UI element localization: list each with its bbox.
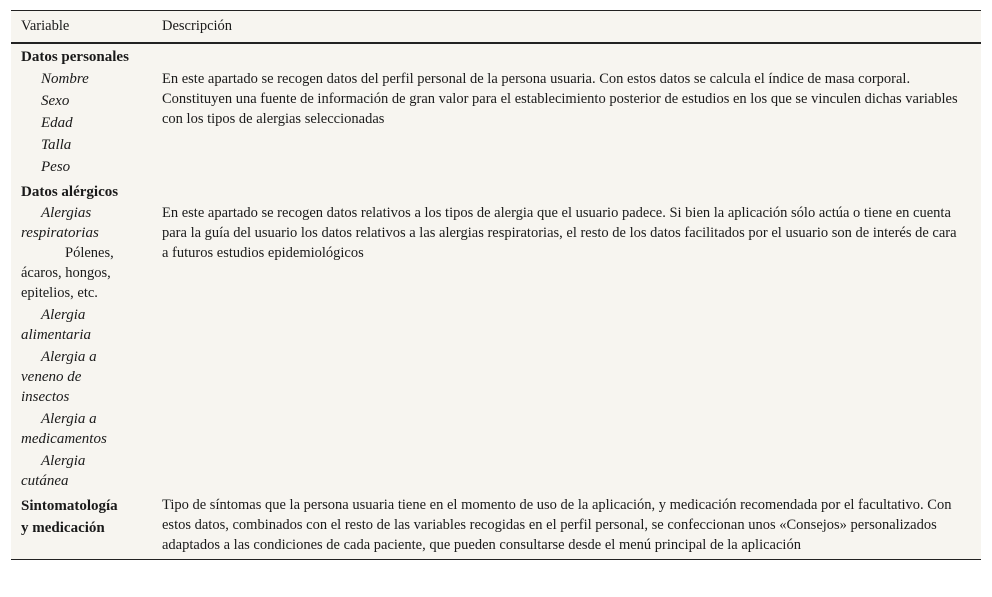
section-sintomatologia: [11, 491, 981, 559]
item-polenes: Pólenes, ácaros, hongos, epitelios, etc.: [21, 245, 114, 301]
item-nombre: Nombre: [41, 71, 89, 87]
item-peso: Peso: [41, 159, 71, 175]
section-description: En este apartado se recogen datos relativos a los tipos de alergia que el usuario padece. Si bien la aplicación sólo actúa o tiene en cuenta para la guía del usuario los datos relativos a las alergias respiratorias, el resto de los datos facilitados por el usuario son de interés de cara a futuros estudios epidemiológicos: [162, 205, 957, 261]
header-variable: Variable: [21, 18, 70, 34]
section-datos-alergicos: [11, 178, 981, 491]
section-datos-personales: [11, 44, 981, 178]
item-alergia-alimentaria: Alergia alimentaria: [21, 307, 91, 343]
item-alergia-cutanea: Alergia cutánea: [21, 453, 86, 489]
item-alergia-veneno: Alergia a veneno de insectos: [21, 349, 97, 405]
section-description: Tipo de síntomas que la persona usuaria tiene en el momento de uso de la aplicación, y medicación recomendada por el facultativo. Con estos datos, combinados con el resto de las variables recogidas en el perfil personal, se confeccionan unos «Consejos» personalizados adaptados a las condiciones de cada paciente, que pueden consultarse desde el menú principal de la aplicación: [162, 497, 952, 553]
section-title-line1: Sintomatología: [21, 498, 118, 514]
section-title-line2: y medicación: [21, 520, 105, 536]
section-title: Datos personales: [21, 49, 129, 65]
item-alergia-medicamentos: Alergia a medicamentos: [21, 411, 107, 447]
table-header: [11, 11, 981, 44]
header-description: Descripción: [162, 18, 233, 34]
item-sexo: Sexo: [41, 93, 70, 109]
section-description: En este apartado se recogen datos del perfil personal de la persona usuaria. Con estos datos se calcula el índice de masa corporal. Constituyen una fuente de información de gran valor para el establecimiento posterior de estudios en los que se vinculen dichas variables con los tipos de alergias seleccionadas: [162, 71, 958, 127]
item-talla: Talla: [41, 137, 72, 153]
variables-table: [11, 10, 981, 560]
section-title: Datos alérgicos: [21, 184, 119, 200]
item-edad: Edad: [41, 115, 73, 131]
item-alergias-respiratorias: Alergias respiratorias: [21, 205, 99, 241]
